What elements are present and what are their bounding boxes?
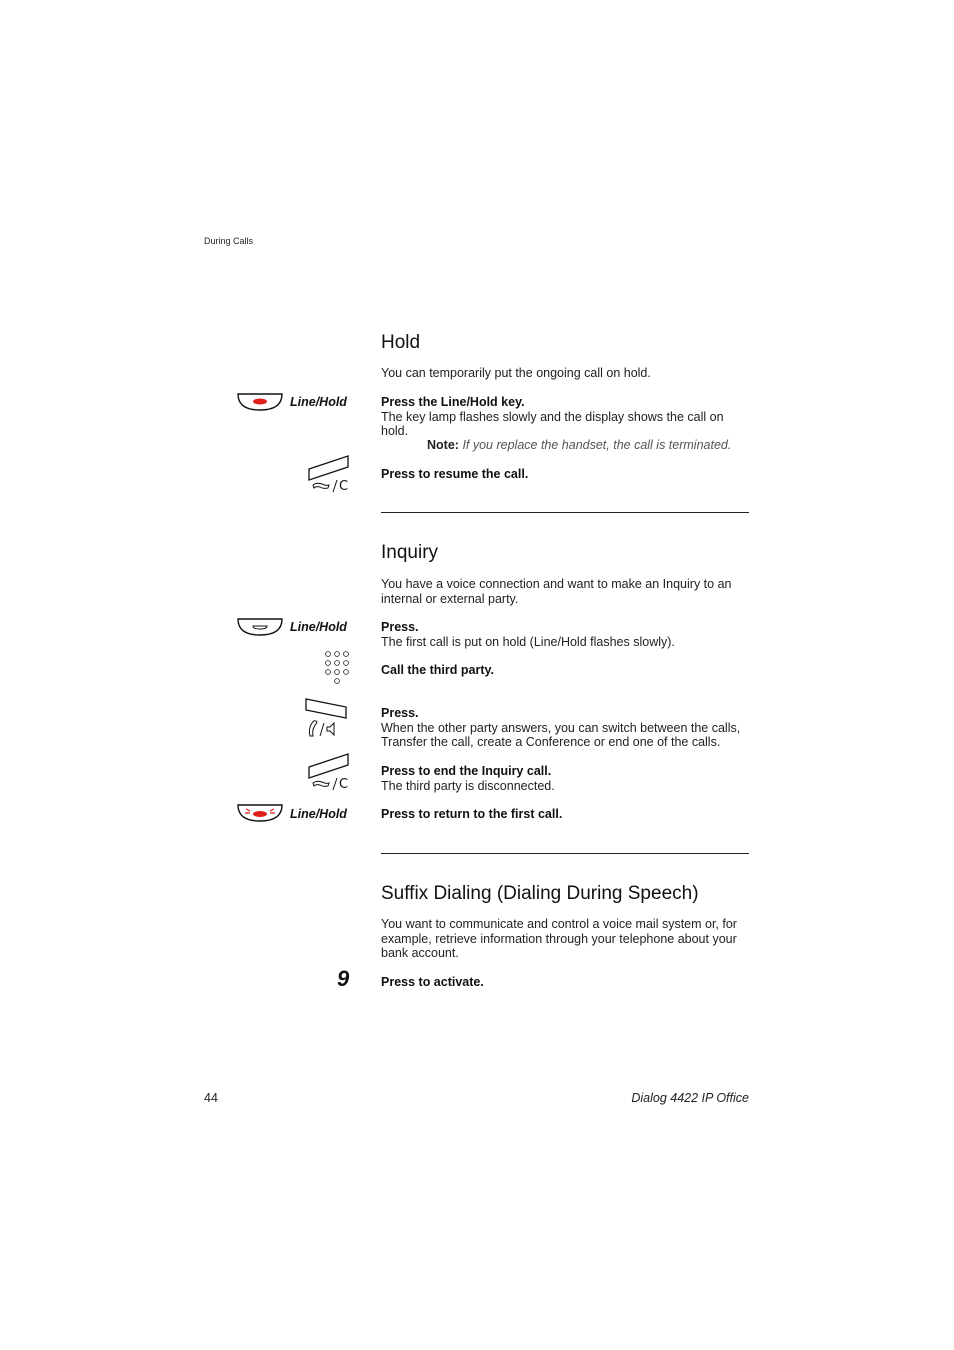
hold-step1-text: The key lamp flashes slowly and the display shows the call on hold.	[381, 409, 724, 438]
line-hold-key-lit-icon[interactable]	[237, 393, 283, 411]
inquiry-step4	[381, 764, 753, 793]
speaker-key-icon[interactable]	[305, 698, 349, 740]
line-hold-key-label: Line/Hold	[290, 395, 347, 409]
line-hold-key-label: Line/Hold	[290, 807, 347, 821]
hold-note	[427, 438, 731, 452]
running-header: During Calls	[204, 236, 254, 246]
line-hold-key-flashing-icon[interactable]	[237, 804, 283, 822]
hold-step1-title: Press the Line/Hold key.	[381, 395, 525, 409]
suffix-intro: You want to communicate and control a voice mail system or, for example, retrieve information through your telephone about your bank account.	[381, 917, 737, 960]
hold-step1	[381, 395, 753, 439]
inquiry-step3-text: When the other party answers, you can switch between the calls, Transfer the call, create a Conference or end one of the calls.	[381, 720, 741, 749]
svg-text:C: C	[339, 479, 349, 494]
line-hold-key-off-icon[interactable]	[237, 618, 283, 636]
inquiry-step1-title: Press.	[381, 620, 419, 634]
svg-text:C: C	[339, 777, 349, 792]
inquiry-step1	[381, 620, 753, 649]
suffix-step1: Press to activate.	[381, 975, 484, 989]
inquiry-step4-text: The third party is disconnected.	[381, 778, 555, 793]
clear-key-icon[interactable]	[308, 753, 350, 791]
hold-intro: You can temporarily put the ongoing call on hold.	[381, 366, 651, 380]
inquiry-step5: Press to return to the first call.	[381, 807, 563, 821]
line-hold-key-label: Line/Hold	[290, 620, 347, 634]
hold-step2: Press to resume the call.	[381, 467, 529, 481]
inquiry-step3	[381, 706, 745, 750]
inquiry-step1-text: The first call is put on hold (Line/Hold flashes slowly).	[381, 634, 675, 649]
page-number: 44	[204, 1091, 218, 1105]
clear-key-icon[interactable]	[308, 455, 350, 493]
product-name: Dialog 4422 IP Office	[631, 1091, 749, 1105]
section-title-suffix-dialing: Suffix Dialing (Dialing During Speech)	[381, 883, 699, 904]
section-divider	[381, 853, 749, 854]
section-divider	[381, 512, 749, 513]
note-label: Note:	[427, 438, 459, 452]
digit-9-key[interactable]: 9	[337, 966, 350, 991]
inquiry-step3-title: Press.	[381, 706, 419, 720]
section-title-hold: Hold	[381, 332, 421, 353]
keypad-icon[interactable]	[325, 651, 351, 685]
section-title-inquiry: Inquiry	[381, 542, 439, 563]
inquiry-step2: Call the third party.	[381, 663, 494, 677]
note-text: If you replace the handset, the call is terminated.	[462, 438, 732, 452]
inquiry-step4-title: Press to end the Inquiry call.	[381, 764, 552, 778]
inquiry-intro: You have a voice connection and want to make an Inquiry to an internal or external party.	[381, 577, 732, 606]
